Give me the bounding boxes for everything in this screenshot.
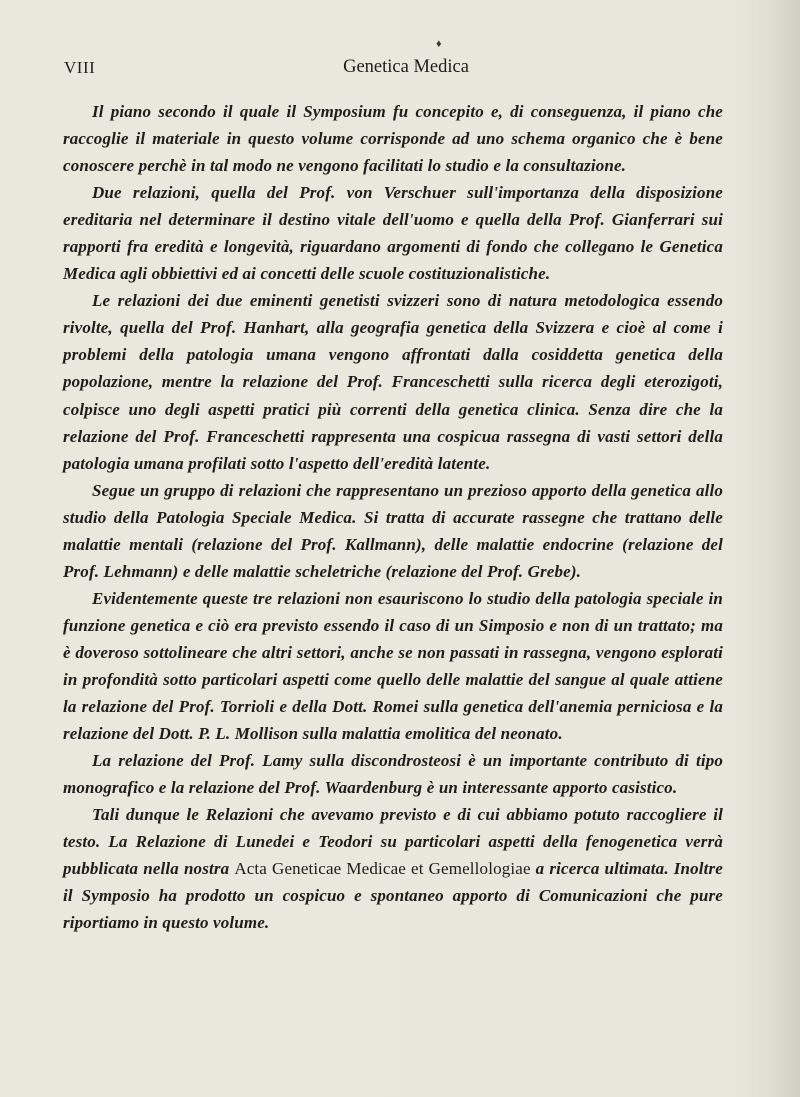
paragraph-special-pathology: Segue un gruppo di relazioni che rappresentano un prezioso apporto della genetica allo studio della Patologia Speciale Medica. Si tratta di accurate rassegne che trattano delle malattie mentali (relazione del Prof. Kallmann), delle malattie endocrine (relazione del Prof. Lehmann) e delle malattie scheletriche (relazione del Prof. Grebe). bbox=[63, 480, 723, 581]
paragraph-swiss-geneticists: Le relazioni dei due eminenti genetisti svizzeri sono di natura metodologica essendo rivolte, quella del Prof. Hanhart, alla geografia genetica della Svizzera e cioè al come i problemi della patologia umana vengono affrontati dalla cosiddetta genetica della popolazione, mentre la relazione del Prof. Franceschetti sulla ricerca degli eterozigoti, colpisce uno degli aspetti pratici più correnti della genetica clinica. Senza dire che la relazione del Prof. Franceschetti rappresenta una cospicua rassegna di vasti settori della patologia umana profilati sotto l'aspetto dell'eredità latente. bbox=[63, 291, 723, 473]
body-text bbox=[63, 98, 723, 936]
paragraph-verschuer-gianferrari: Due relazioni, quella del Prof. von Verschuer sull'importanza della disposizione ereditaria nel determinare il destino vitale dell'uomo e quella della Prof. Gianferrari sui rapporti fra eredità e longevità, riguardano argomenti di fondo che collegano le Genetica Medica agli obbiettivi ed ai concetti delle scuole costituzionalistiche. bbox=[63, 183, 723, 284]
running-title: Genetica Medica bbox=[343, 57, 469, 77]
conclusion-text-before: Tali dunque le Relazioni che avevamo previsto e di cui abbiamo potuto raccogliere il testo. La Relazione di Lunedei e Teodori su particolari aspetti della fenogenetica verrà pubblicata nella nostra bbox=[63, 805, 723, 879]
paragraph-lamy-waardenburg: La relazione del Prof. Lamy sulla discondrosteosi è un importante contributo di tipo monografico e la relazione del Prof. Waardenburg è un interessante apporto casistico. bbox=[63, 751, 723, 798]
conclusion-text-after: a ricerca ultimata. Inoltre il Symposio ha prodotto un cospicuo e spontaneo apporto di Comunicazioni che pure riportiamo in questo volume. bbox=[63, 859, 723, 933]
paragraph-conclusion bbox=[63, 801, 723, 936]
paragraph-symposium-plan: Il piano secondo il quale il Symposium fu concepito e, di conseguenza, il piano che raccoglie il materiale in questo volume corrisponde ad uno schema organico che è bene conoscere perchè in tal modo ne vengono facilitati lo studio e la consultazione. bbox=[63, 102, 723, 176]
printer-mark: ♦ bbox=[436, 38, 442, 50]
paragraph-other-sectors: Evidentemente queste tre relazioni non esauriscono lo studio della patologia speciale in funzione genetica e ciò era previsto essendo il caso di un Simposio e non di un trattato; ma è doveroso sottolineare che altri settori, anche se non passati in rassegna, vengono esplorati in profondità sotto particolari aspetti come quello delle malattie del sangue al quale attiene la relazione del Prof. Torrioli e della Dott. Romei sulla genetica dell'anemia perniciosa e la relazione del Dott. P. L. Mollison sulla malattia emolitica del neonato. bbox=[63, 588, 723, 744]
journal-title: Acta Geneticae Medicae et Gemellologiae bbox=[234, 859, 531, 879]
page-number: VIII bbox=[64, 58, 96, 77]
